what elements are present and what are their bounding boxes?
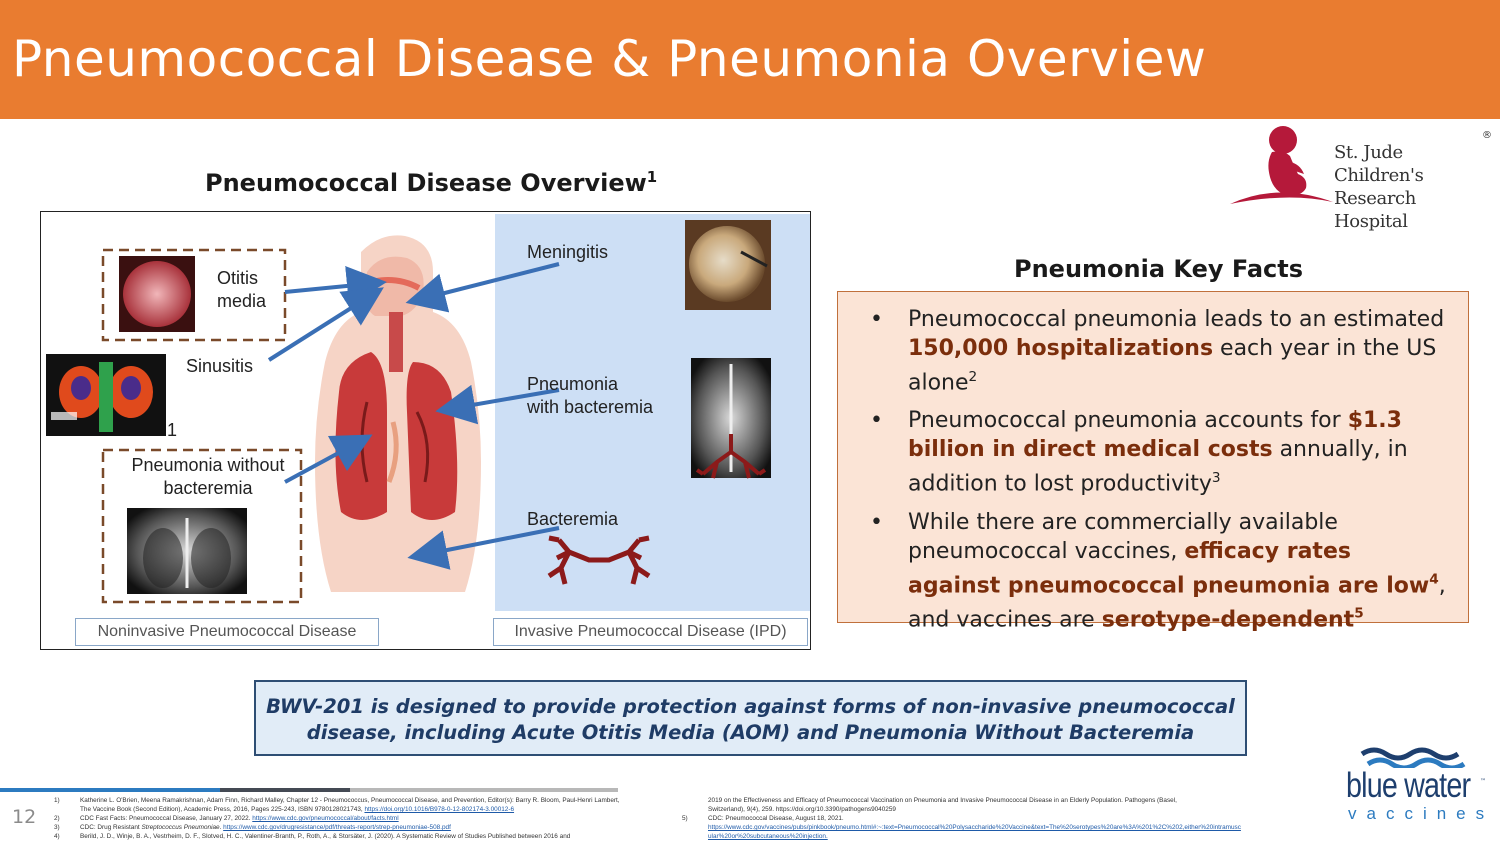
bluewater-tagline: vaccines <box>1348 804 1495 823</box>
stjude-name-line1: St. Jude Children's <box>1334 142 1424 186</box>
stjude-name <box>1334 141 1494 233</box>
label-pneumonia-with-line2: with bacteremia <box>527 397 654 417</box>
reference-text: Berild, J. D., Winje, B. A., Vestrheim, D. F., Slotved, H. C., Valentiner-Branth, P., Roth, A., & Storsäter, J. (2020). A Systematic Review of Studies Published between 2016 and <box>80 833 571 840</box>
overview-heading-sup: 1 <box>646 168 658 186</box>
reference-link[interactable]: https://www.cdc.gov/pneumococcal/about/facts.html <box>252 815 399 822</box>
reference-link[interactable]: https://www.cdc.gov/vaccines/pubs/pinkbook/pneumo.html#:~:text=Pneumococcal%20Polysaccharide%20Vaccine&text=The%20serotypes%20are%3A%201%2C%202,either%20intramusc <box>708 824 1241 831</box>
page-number: 12 <box>12 806 37 828</box>
label-otitis-line2: media <box>217 291 267 311</box>
callout-box <box>254 680 1247 756</box>
caption-noninvasive: Noninvasive Pneumococcal Disease <box>75 618 379 646</box>
footer-rule-blue <box>0 788 220 792</box>
fact-item-costs <box>868 406 1448 498</box>
reference-5 <box>682 814 1322 841</box>
disease-diagram <box>40 211 811 650</box>
stjude-logo <box>1228 122 1494 232</box>
fact-text: each year in the US alone <box>908 336 1437 396</box>
facts-heading: Pneumonia Key Facts <box>1014 255 1304 283</box>
reference-number: 4) <box>54 833 60 840</box>
reference-4 <box>54 832 684 841</box>
stjude-name-line2: Research Hospital <box>1334 188 1416 232</box>
label-meningitis: Meningitis <box>527 242 609 262</box>
label-sinusitis: Sinusitis <box>186 356 254 376</box>
fact-bold: serotype-dependent <box>1101 607 1355 633</box>
reference-text: Switzerland), 9(4), 259. https://doi.org/10.3390/pathogens9040259 <box>708 806 896 813</box>
reference-3 <box>54 823 684 832</box>
label-otitis-line1: Otitis <box>217 268 259 288</box>
fact-item-hospitalizations <box>868 305 1448 397</box>
label-sinus-ref: 1 <box>167 420 178 440</box>
reference-text: . <box>219 824 224 831</box>
references-left <box>54 796 684 841</box>
reference-link[interactable]: https://doi.org/10.1016/B978-0-12-802174-3.00012-6 <box>364 806 515 813</box>
reference-number: 1) <box>54 797 60 804</box>
bluewater-name: blue water <box>1346 766 1471 805</box>
label-pneumonia-without <box>123 454 293 500</box>
bullet-icon: • <box>870 307 883 332</box>
fact-bold: efficacy rates against pneumococcal pneumonia are low <box>908 538 1430 598</box>
reference-text: CDC: Drug Resistant <box>80 824 142 831</box>
facts-box <box>837 291 1469 633</box>
fact-text: , and vaccines are <box>908 572 1446 633</box>
reference-text: Katherine L. O'Brien, Meena Ramakrishnan, Adam Finn, Richard Malley, Chapter 12 - Pneumococcus, Pneumococcal Disease, and Prevention, Editor(s): Barry R. Bloom, Paul-Henri Lambert, <box>80 797 620 804</box>
label-pneumonia-without-line2: bacteremia <box>163 478 253 498</box>
overview-heading-text: Pneumococcal Disease Overview <box>205 169 647 197</box>
reference-number: 2) <box>54 815 60 822</box>
reference-italic: Streptococcus Pneumoniae <box>141 824 220 831</box>
reference-4-cont <box>682 796 1322 814</box>
bullet-icon: • <box>870 408 883 434</box>
reference-2 <box>54 814 684 823</box>
reference-number: 3) <box>54 824 60 831</box>
footer-rule-dark <box>220 788 350 792</box>
label-bacteremia: Bacteremia <box>527 509 619 529</box>
fact-sup: 4 <box>1429 571 1439 588</box>
bluewater-logo <box>1340 744 1495 828</box>
caption-invasive: Invasive Pneumococcal Disease (IPD) <box>493 618 808 646</box>
reference-link[interactable]: ular%20or%20subcutaneous%20injection. <box>708 833 828 840</box>
diagram-illustration <box>41 212 811 650</box>
fact-text: While there are commercially available pneumococcal vaccines, <box>908 509 1338 564</box>
fact-item-vaccines <box>868 508 1448 635</box>
reference-text: CDC Fast Facts: Pneumococcal Disease, January 27, 2022. <box>80 815 253 822</box>
reference-text: 2019 on the Effectiveness and Efficacy of Pneumococcal Vaccination on Pneumonia and Invasive Pneumococcal Disease in an Elderly Population. Pathogens (Basel, <box>708 797 1177 804</box>
callout-line2: disease, including Acute Otitis Media (AOM) and Pneumonia Without Bacteremia <box>306 721 1195 744</box>
reference-1 <box>54 796 684 814</box>
fact-text: Pneumococcal pneumonia accounts for <box>908 408 1348 434</box>
page-title: Pneumococcal Disease & Pneumonia Overview <box>12 30 1207 88</box>
fact-bold: 150,000 hospitalizations <box>908 336 1214 361</box>
reference-text: CDC: Pneumococcal Disease, August 18, 2021. <box>708 815 844 822</box>
label-pneumonia-with <box>527 373 653 419</box>
reference-number: 5) <box>682 815 688 822</box>
fact-text: Pneumococcal pneumonia leads to an estimated <box>908 307 1445 332</box>
bullet-icon: • <box>870 509 883 535</box>
wave-icon <box>1340 744 1490 768</box>
label-otitis <box>217 267 266 313</box>
trademark-mark: ™ <box>1480 778 1486 785</box>
fact-sup: 5 <box>1354 605 1364 622</box>
label-pneumonia-with-line1: Pneumonia <box>527 374 619 394</box>
fact-sup: 2 <box>968 369 978 385</box>
footer-rule-grey <box>350 788 618 792</box>
overview-heading <box>205 168 657 197</box>
fact-sup: 3 <box>1211 470 1221 487</box>
callout-line1: BWV-201 is designed to provide protection against forms of non-invasive pneumococcal <box>266 695 1235 718</box>
stjude-child-figure-icon <box>1228 122 1338 208</box>
fact-bold: $1.3 billion in direct medical costs <box>908 408 1402 463</box>
fact-text: annually, in addition to lost productivity <box>908 437 1408 497</box>
label-pneumonia-without-line1: Pneumonia without <box>131 455 285 475</box>
reference-link[interactable]: https://www.cdc.gov/drugresistance/pdf/threats-report/strep-pneumoniae-508.pdf <box>223 824 451 831</box>
references-right <box>682 796 1322 841</box>
reference-text: The Vaccine Book (Second Edition), Academic Press, 2016, Pages 225-243, ISBN 9780128021743, <box>80 806 365 813</box>
arrow-otitis <box>285 284 367 292</box>
title-bar <box>0 0 1500 119</box>
registered-mark: ® <box>1482 130 1492 141</box>
facts-list <box>868 305 1448 643</box>
